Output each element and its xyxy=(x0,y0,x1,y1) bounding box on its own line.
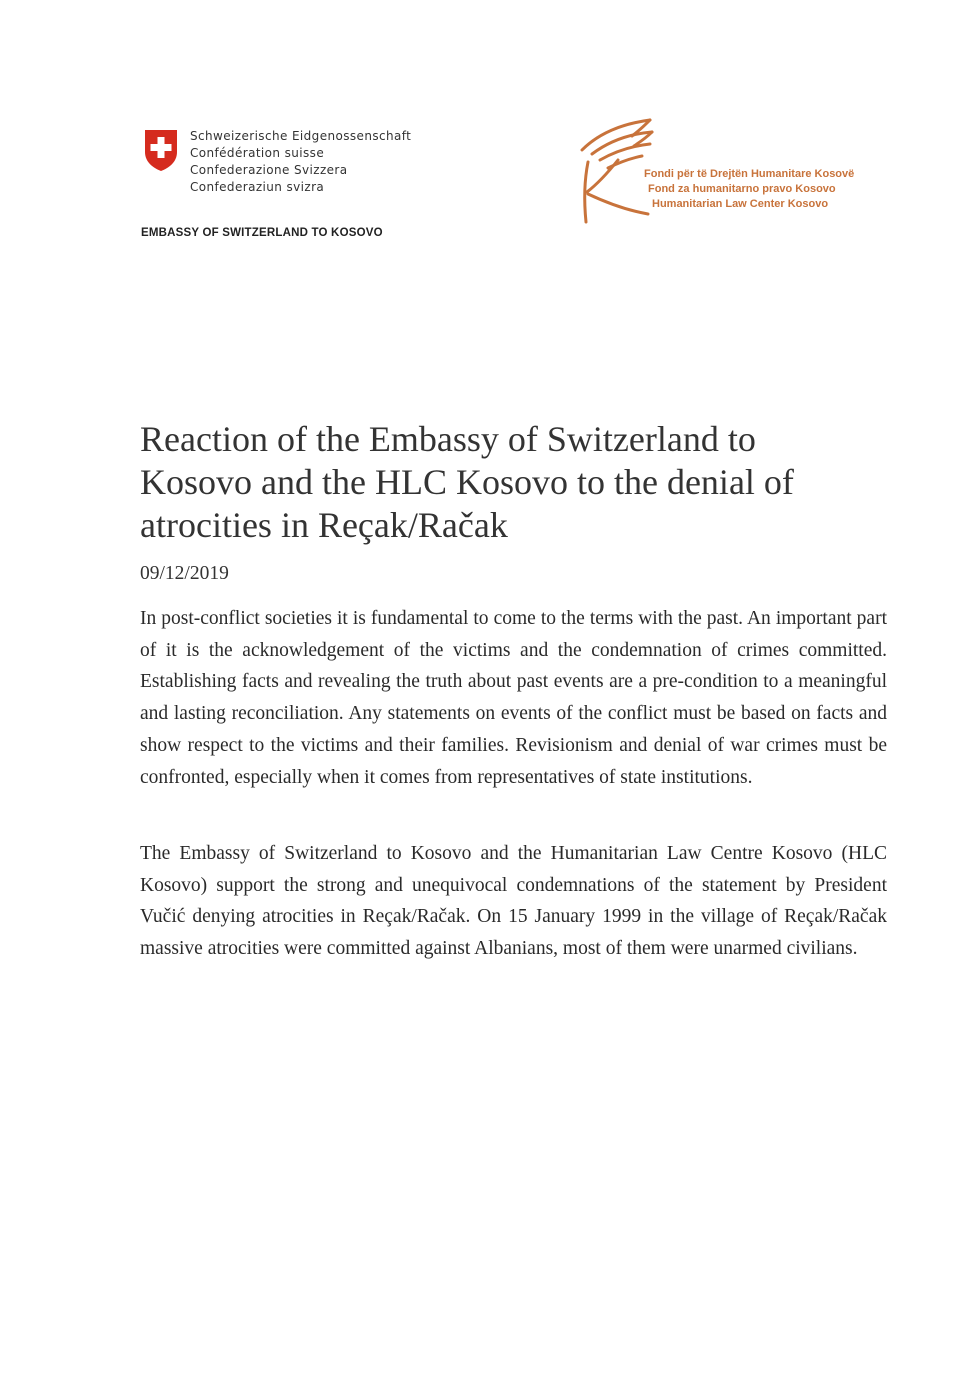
embassy-label: EMBASSY OF SWITZERLAND TO KOSOVO xyxy=(141,227,383,239)
article-paragraph: In post-conflict societies it is fundamental to come to the terms with the past. An important part of it is the acknowledgement of the victims and the condemnation of crimes committed. Establishing facts and revealing the truth about past events are a pre-condition to a meaningful and lasting reconciliation. Any statements on events of the conflict must be based on facts and show respect to the victims and their families. Revisionism and denial of war crimes must be confronted, especially when it comes from representatives of state institutions. xyxy=(140,608,887,788)
article-paragraph: The Embassy of Switzerland to Kosovo and the Humanitarian Law Centre Kosovo (HLC Kosovo) support the strong and unequivocal condemnations of the statement by President Vučić denying atrocities in Reçak/Račak. On 15 January 1999 in the village of Reçak/Račak massive atrocities were committed against Albanians, most of them were unarmed civilians. xyxy=(140,843,887,960)
swiss-name-fr: Confédération suisse xyxy=(190,146,325,160)
hlc-name-sr: Fond za humanitarno pravo Kosovo xyxy=(648,183,836,195)
swiss-confederation-names xyxy=(190,128,411,196)
swiss-shield-icon xyxy=(143,128,179,172)
hlc-name-sq: Fondi për të Drejtën Humanitare Kosovë xyxy=(644,168,855,180)
article-title: Reaction of the Embassy of Switzerland to Kosovo and the HLC Kosovo to the denial of atrocities in Reçak/Račak xyxy=(140,419,794,545)
hlc-name-en: Humanitarian Law Center Kosovo xyxy=(652,198,829,210)
swiss-name-it: Confederazione Svizzera xyxy=(190,163,348,177)
hlc-kosovo-names xyxy=(644,167,854,212)
article-date: 09/12/2019 xyxy=(140,563,229,584)
swiss-name-rm: Confederaziun svizra xyxy=(190,180,325,194)
swiss-name-de: Schweizerische Eidgenossenschaft xyxy=(190,129,412,143)
